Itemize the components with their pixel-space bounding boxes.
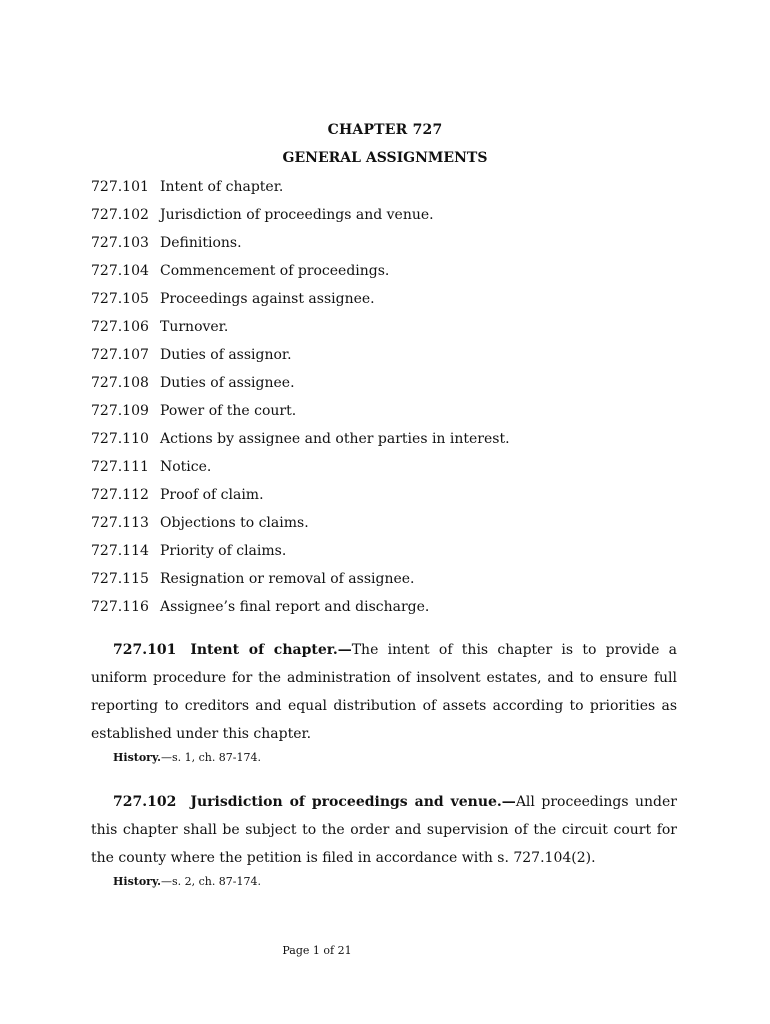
- toc-section-title: Jurisdiction of proceedings and venue.: [160, 207, 434, 223]
- history-label: History.: [113, 875, 161, 888]
- history-text: —s. 1, ch. 87-174.: [160, 751, 262, 764]
- toc-section-title: Intent of chapter.: [160, 179, 284, 195]
- toc-entry: [91, 344, 691, 372]
- section-heading: Intent of chapter.—: [190, 642, 352, 658]
- toc-entry: [91, 232, 691, 260]
- toc-section-title: Resignation or removal of assignee.: [160, 571, 415, 587]
- history-note: [91, 750, 677, 766]
- toc-entry: [91, 204, 691, 232]
- toc-section-number: 727.101: [91, 179, 149, 195]
- toc-section-number: 727.106: [91, 319, 149, 335]
- section-text: All proceedings under this chapter shall be subject to the order and supervision of the circuit court for the county where the petition is filed in accordance with s. 727.104(2).: [91, 794, 677, 866]
- toc-section-title: Duties of assignee.: [160, 375, 295, 391]
- toc-section-number: 727.109: [91, 403, 149, 419]
- toc-entry: [91, 540, 691, 568]
- section-heading: Jurisdiction of proceedings and venue.—: [190, 794, 516, 810]
- toc-section-number: 727.113: [91, 515, 149, 531]
- toc-entry: [91, 288, 691, 316]
- toc-section-title: Definitions.: [160, 235, 242, 251]
- toc-section-number: 727.104: [91, 263, 149, 279]
- toc-section-number: 727.107: [91, 347, 149, 363]
- toc-section-title: Actions by assignee and other parties in interest.: [160, 431, 510, 447]
- chapter-subtitle: GENERAL ASSIGNMENTS: [282, 150, 488, 166]
- section-body: [91, 788, 677, 872]
- toc-section-number: 727.103: [91, 235, 149, 251]
- chapter-title: CHAPTER 727: [327, 122, 443, 138]
- history-note: [91, 874, 677, 890]
- toc-entry: [91, 316, 691, 344]
- toc-section-number: 727.114: [91, 543, 149, 559]
- toc-entry: [91, 568, 691, 596]
- toc-entry: [91, 260, 691, 288]
- toc-section-title: Turnover.: [160, 319, 229, 335]
- toc-section-title: Duties of assignor.: [160, 347, 292, 363]
- toc-section-title: Power of the court.: [160, 403, 297, 419]
- toc-section-number: 727.110: [91, 431, 149, 447]
- toc-section-number: 727.102: [91, 207, 149, 223]
- toc-section-title: Objections to claims.: [160, 515, 309, 531]
- section-number: 727.101: [113, 642, 177, 658]
- toc-section-title: Notice.: [160, 459, 212, 475]
- toc-section-number: 727.116: [91, 599, 149, 615]
- toc-section-number: 727.108: [91, 375, 149, 391]
- toc-entry: [91, 512, 691, 540]
- toc-entry: [91, 596, 691, 624]
- toc-section-title: Priority of claims.: [160, 543, 287, 559]
- toc-section-number: 727.105: [91, 291, 149, 307]
- toc-entry: [91, 400, 691, 428]
- toc-section-title: Commencement of proceedings.: [160, 263, 390, 279]
- section-727-102: [91, 788, 677, 890]
- page-number: Page 1 of 21: [282, 944, 352, 957]
- toc-entry: [91, 428, 691, 456]
- section-text: The intent of this chapter is to provide a uniform procedure for the administration of insolvent estates, and to ensure full reporting to creditors and equal distribution of assets according to priorities as established under this chapter.: [91, 642, 677, 742]
- toc-section-title: Proof of claim.: [160, 487, 264, 503]
- history-text: —s. 2, ch. 87-174.: [160, 875, 262, 888]
- table-of-contents: [91, 176, 691, 624]
- toc-entry: [91, 372, 691, 400]
- history-label: History.: [113, 751, 161, 764]
- toc-section-number: 727.111: [91, 459, 149, 475]
- toc-section-title: Assignee’s final report and discharge.: [160, 599, 430, 615]
- toc-entry: [91, 484, 691, 512]
- toc-section-title: Proceedings against assignee.: [160, 291, 375, 307]
- section-body: [91, 636, 677, 748]
- toc-entry: [91, 456, 691, 484]
- toc-entry: [91, 176, 691, 204]
- section-number: 727.102: [113, 794, 177, 810]
- section-727-101: [91, 636, 677, 766]
- toc-section-number: 727.112: [91, 487, 149, 503]
- toc-section-number: 727.115: [91, 571, 149, 587]
